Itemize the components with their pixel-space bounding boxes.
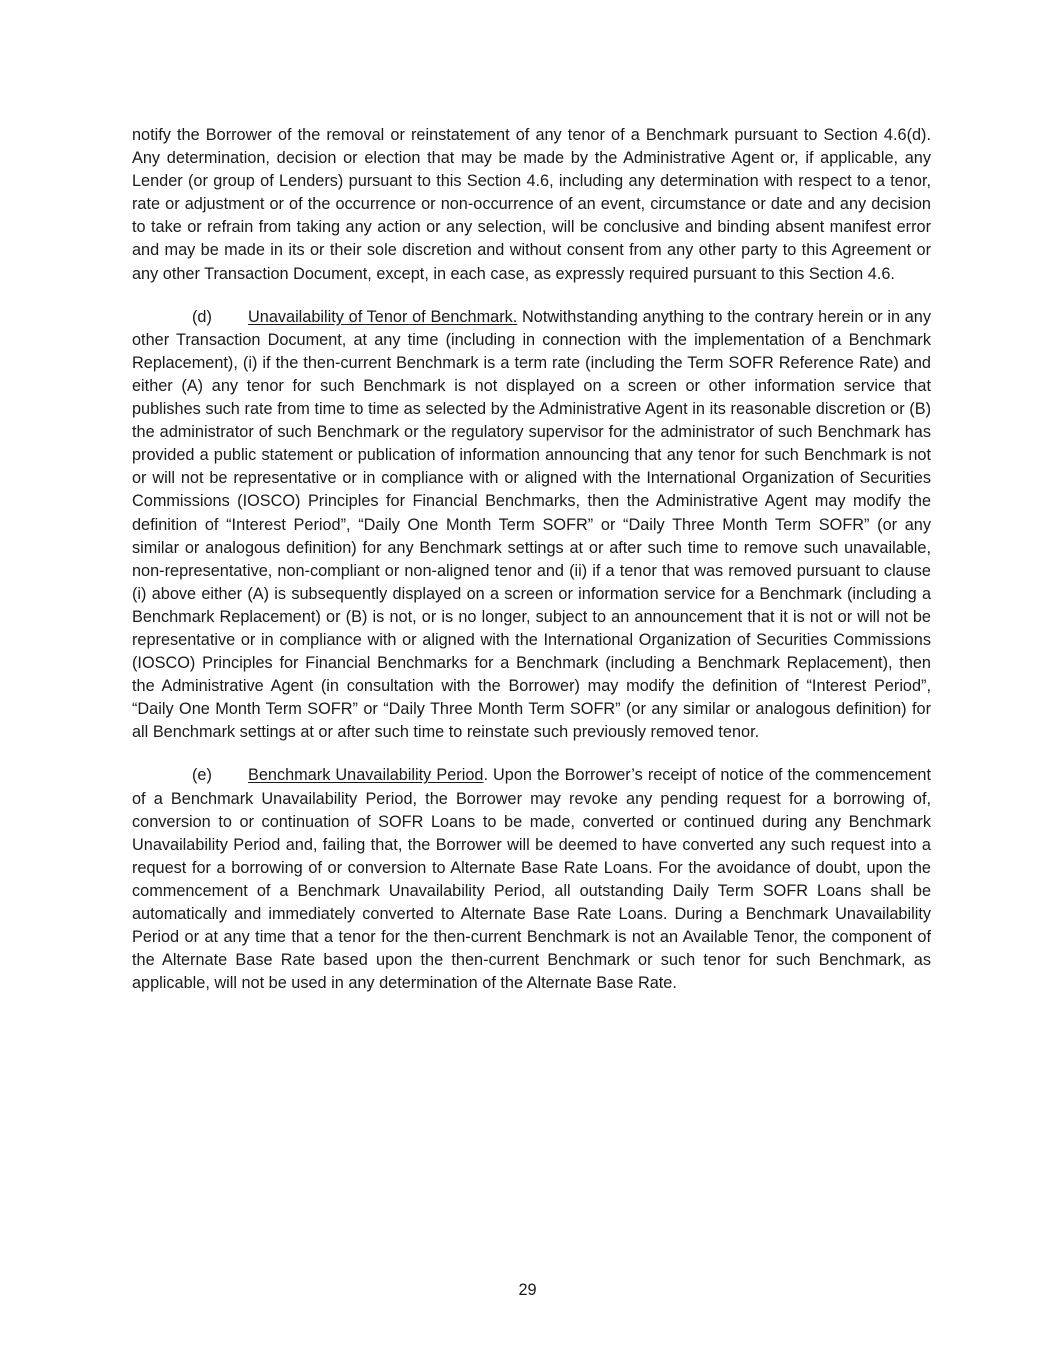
section-enumerator: (d): [192, 307, 212, 326]
section-d: [132, 306, 931, 745]
section-e: [132, 764, 931, 995]
page-number: 29: [518, 1281, 537, 1299]
paragraph-continuation: [132, 124, 931, 286]
section-heading: Unavailability of Tenor of Benchmark.: [248, 307, 518, 326]
paragraph-text: notify the Borrower of the removal or reinstatement of any tenor of a Benchmark pursuant to Section 4.6(d). Any determination, decision or election that may be made by the Administrative Agent or, if applicable, any Lender (or group of Lenders) pursuant to this Section 4.6, including any determination with respect to a tenor, rate or adjustment or of the occurrence or non-occurrence of an event, circumstance or date and any decision to take or refrain from taking any action or any selection, will be conclusive and binding absent manifest error and may be made in its or their sole discretion and without consent from any other party to this Agreement or any other Transaction Document, except, in each case, as expressly required pursuant to this Section 4.6.: [132, 126, 931, 283]
section-enumerator: (e): [192, 766, 212, 785]
section-body: Notwithstanding anything to the contrary herein or in any other Transaction Document, at any time (including in connection with the implementation of a Benchmark Replacement), (i) if the then-current Benchmark is a term rate (including the Term SOFR Reference Rate) and either (A) any tenor for such Benchmark is not displayed on a screen or other information service that publishes such rate from time to time as selected by the Administrative Agent in its reasonable discretion or (B) the administrator of such Benchmark or the regulatory supervisor for the administrator of such Benchmark has provided a public statement or publication of information announcing that any tenor for such Benchmark is not or will not be representative or in compliance with or aligned with the International Organization of Securities Commissions (IOSCO) Principles for Financial Benchmarks, then the Administrative Agent may modify the definition of “Interest Period”, “Daily One Month Term SOFR” or “Daily Three Month Term SOFR” (or any similar or analogous definition) for any Benchmark settings at or after such time to remove such unavailable, non-representative, non-compliant or non-aligned tenor and (ii) if a tenor that was removed pursuant to clause (i) above either (A) is subsequently displayed on a screen or information service for a Benchmark (including a Benchmark Replacement) or (B) is not, or is no longer, subject to an announcement that it is not or will not be representative or in compliance with or aligned with the International Organization of Securities Commissions (IOSCO) Principles for Financial Benchmarks for a Benchmark (including a Benchmark Replacement), then the Administrative Agent (in consultation with the Borrower) may modify the definition of “Interest Period”, “Daily One Month Term SOFR” or “Daily Three Month Term SOFR” (or any similar or analogous definition) for all Benchmark settings at or after such time to reinstate such previously removed tenor.: [132, 307, 931, 742]
document-page: [132, 124, 931, 1015]
section-heading: Benchmark Unavailability Period: [248, 766, 484, 785]
section-body: . Upon the Borrower’s receipt of notice of the commencement of a Benchmark Unavailability Period, the Borrower may revoke any pending request for a borrowing of, conversion to or continuation of SOFR Loans to be made, converted or continued during any Benchmark Unavailability Period and, failing that, the Borrower will be deemed to have converted any such request into a request for a borrowing of or conversion to Alternate Base Rate Loans. For the avoidance of doubt, upon the commencement of a Benchmark Unavailability Period, all outstanding Daily Term SOFR Loans shall be automatically and immediately converted to Alternate Base Rate Loans. During a Benchmark Unavailability Period or at any time that a tenor for the then-current Benchmark is not an Available Tenor, the component of the Alternate Base Rate based upon the then-current Benchmark or such tenor for such Benchmark, as applicable, will not be used in any determination of the Alternate Base Rate.: [132, 766, 931, 993]
